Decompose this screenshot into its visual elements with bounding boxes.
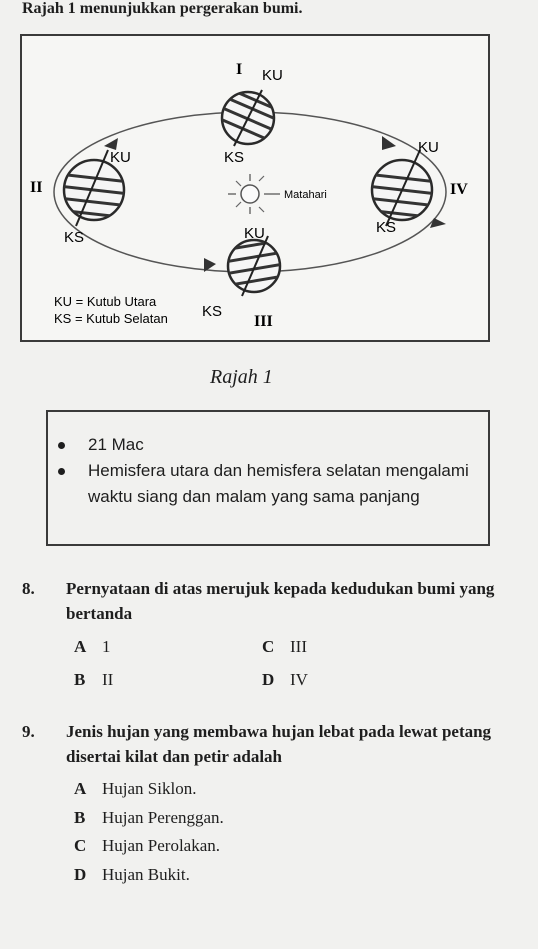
q9-option-c[interactable] [74,836,220,856]
ks-label-iii: KS [202,303,223,320]
position-label-iv: IV [450,181,468,198]
q8-option-a-letter: A [74,637,87,656]
info-item-hemisphere [88,458,483,510]
ku-label-ii: KU [110,149,131,166]
position-label-i: I [236,61,243,78]
position-label-iii: III [254,313,273,330]
q9-option-d[interactable] [74,865,190,885]
info-item-date-text: 21 Mac [88,435,144,454]
bullet-icon [58,442,65,449]
earth-orbit-diagram [20,34,490,342]
q9-option-a-text: Hujan Siklon. [102,779,197,798]
q8-option-b-text: II [102,670,114,689]
sun-label: Matahari [284,189,327,201]
sun-icon [228,174,280,214]
ku-label-iv: KU [418,139,439,156]
q9-option-a-letter: A [74,779,87,798]
q8-option-d-letter: D [262,670,275,689]
info-box [46,410,490,546]
q9-option-c-letter: C [74,836,87,855]
legend-ku: KU = Kutub Utara [54,294,157,309]
q8-option-d[interactable] [262,670,308,690]
q8-option-c-letter: C [262,637,275,656]
question-9-number: 9. [22,722,35,741]
q8-option-a-text: 1 [102,637,111,656]
position-label-ii: II [30,179,43,196]
orbit-arrow-right-bottom [430,218,446,228]
q8-option-b-letter: B [74,670,86,689]
info-item-date [88,432,483,458]
legend-ks: KS = Kutub Selatan [54,311,168,326]
earth-position-iii [224,236,284,296]
question-8-number: 8. [22,579,35,598]
bullet-icon [58,468,65,475]
q9-option-d-letter: D [74,865,87,884]
q9-option-b[interactable] [74,808,224,828]
ks-label-i: KS [224,149,245,166]
question-9-stem: Jenis hujan yang membawa hujan lebat pada lewat petang disertai kilat dan petir adalah [66,722,492,766]
intro-text: Rajah 1 menunjukkan pergerakan bumi. [22,0,303,17]
q8-option-d-text: IV [290,670,308,689]
q9-option-a[interactable] [74,779,196,799]
ku-label-i: KU [262,67,283,84]
question-8-stem: Pernyataan di atas merujuk kepada kedudukan bumi yang bertanda [66,579,495,623]
q9-option-d-text: Hujan Bukit. [102,865,190,884]
orbit-svg [22,36,492,344]
q9-option-b-text: Hujan Perenggan. [102,808,224,827]
q8-option-a[interactable] [74,637,111,657]
q8-option-c[interactable] [262,637,307,657]
ks-label-ii: KS [64,229,85,246]
q9-option-b-letter: B [74,808,86,827]
earth-position-iv [366,150,438,226]
q8-option-c-text: III [290,637,307,656]
ku-label-iii: KU [244,225,265,242]
earth-position-i [218,84,278,146]
figure-caption: Rajah 1 [210,366,273,388]
info-item-hemisphere-text: Hemisfera utara dan hemisfera selatan mengalami waktu siang dan malam yang sama panjang [88,461,469,506]
q8-option-b[interactable] [74,670,113,690]
q9-option-c-text: Hujan Perolakan. [102,836,221,855]
ks-label-iv: KS [376,219,397,236]
